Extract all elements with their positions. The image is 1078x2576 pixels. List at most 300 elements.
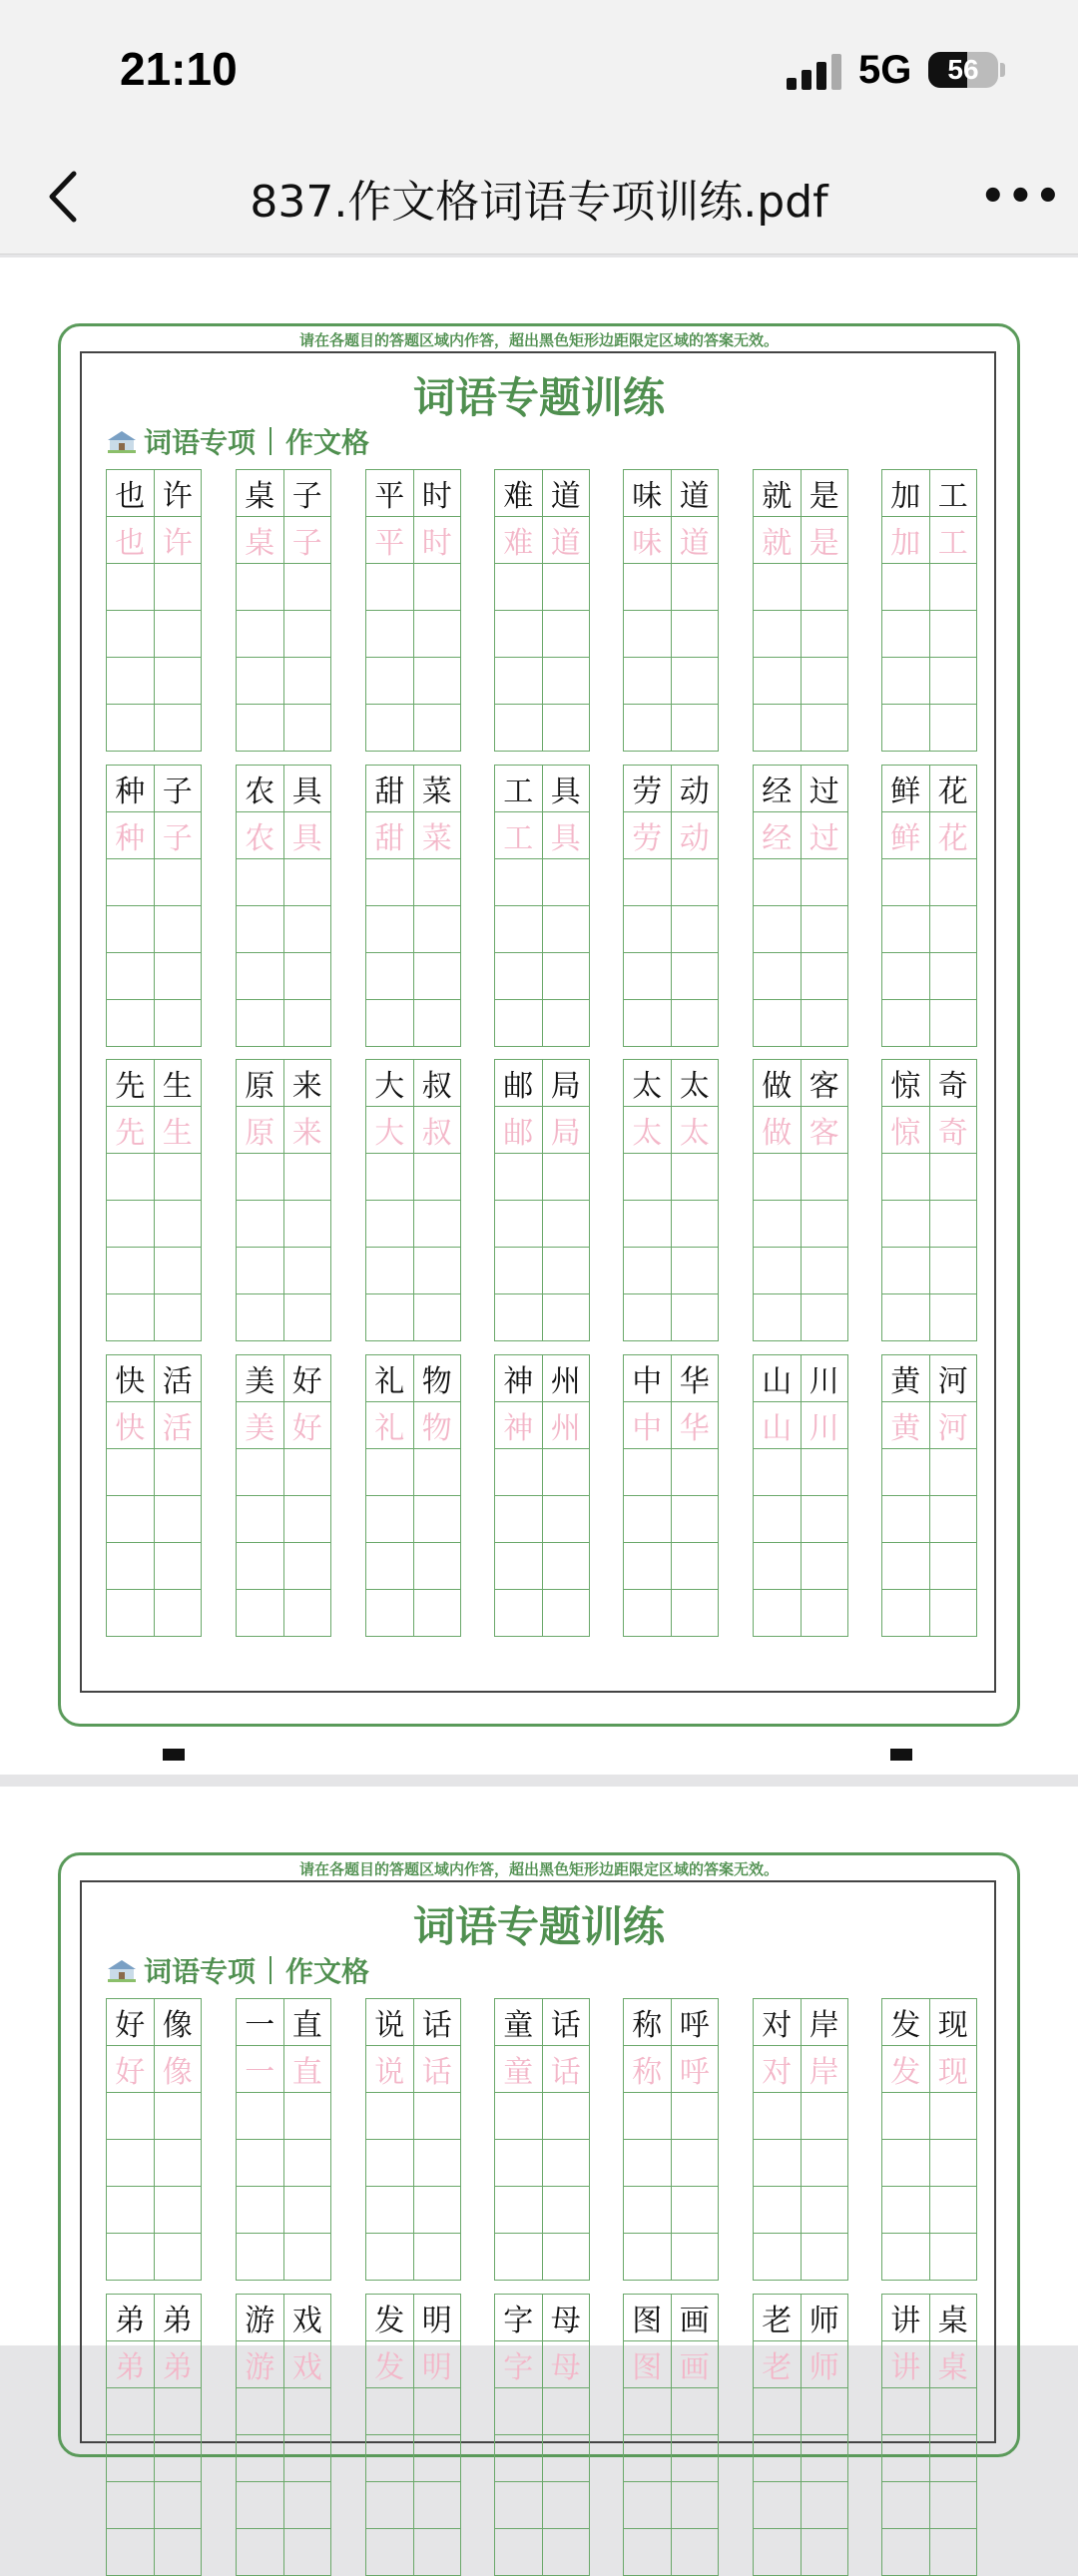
model-character: 说 [366,1999,414,2045]
trace-character: 奇 [937,1116,968,1151]
trace-character: 讲 [882,2341,930,2387]
model-character: 游 [237,2295,284,2340]
trace-character: 发 [366,2341,414,2387]
writing-cell [802,2529,848,2575]
blank-row [882,2388,976,2435]
trace-character: 叔 [421,1116,452,1151]
writing-cell [543,2234,590,2280]
writing-cell [930,1294,977,1340]
writing-cell [414,1000,461,1046]
trace-row [882,1402,976,1449]
writing-cell [882,1294,930,1340]
writing-cell [624,1294,672,1340]
model-row [366,1999,460,2046]
trace-character: 道 [679,526,710,561]
model-character: 好 [107,1999,155,2045]
writing-cell [495,859,543,905]
blank-row [882,1543,976,1590]
writing-cell [284,1496,331,1542]
writing-cell [754,2187,802,2233]
format-label: 作文格 [285,426,370,459]
trace-character: 弟 [107,2341,155,2387]
model-character: 时 [421,479,452,514]
model-character: 中 [624,1355,672,1401]
writing-cell [754,2529,802,2575]
writing-cell [155,953,202,999]
writing-cell [543,658,590,704]
chevron-left-icon [36,162,96,232]
writing-cell [284,564,331,610]
blank-row [882,2140,976,2187]
word-practice-block [753,1354,848,1637]
writing-cell [495,705,543,751]
model-character: 味 [624,470,672,516]
writing-cell [802,906,848,952]
blank-row [495,1543,589,1590]
blank-row [882,1294,976,1340]
blank-row [495,2234,589,2280]
blank-row [624,1248,718,1294]
trace-row [882,812,976,859]
writing-cell [237,2529,284,2575]
model-character: 子 [162,774,193,809]
blank-row [237,1590,330,1636]
writing-cell [155,1154,202,1200]
writing-cell [366,1000,414,1046]
trace-character: 好 [107,2046,155,2092]
model-character: 讲 [882,2295,930,2340]
model-row [366,1355,460,1402]
model-row [495,470,589,517]
writing-cell [802,2234,848,2280]
blank-row [107,1590,201,1636]
trace-row [624,2341,718,2388]
writing-cell [672,1201,719,1247]
trace-character: 邮 [495,1107,543,1153]
blank-row [366,1496,460,1543]
battery-icon [928,52,998,88]
trace-character: 好 [291,1411,322,1446]
trace-character: 桌 [937,2350,968,2385]
blank-row [624,906,718,953]
writing-cell [155,1543,202,1589]
model-character: 话 [550,2008,581,2043]
writing-cell [237,1449,284,1495]
writing-cell [495,1248,543,1293]
word-practice-block [365,469,461,752]
model-row [107,470,201,517]
model-row [882,470,976,517]
writing-cell [414,1590,461,1636]
blank-row [624,705,718,751]
word-practice-block [236,1059,331,1341]
writing-cell [754,1248,802,1293]
blank-row [107,2187,201,2234]
battery-tip [1000,63,1005,77]
blank-row [624,1154,718,1201]
word-practice-block [753,2294,848,2576]
model-character: 师 [808,2304,839,2338]
writing-cell [366,1248,414,1293]
blank-row [882,1449,976,1496]
trace-row [624,2046,718,2093]
writing-cell [107,953,155,999]
model-row [624,1060,718,1107]
blank-row [237,2234,330,2280]
model-row [882,1355,976,1402]
trace-character: 川 [808,1411,839,1446]
blank-row [754,953,847,1000]
writing-cell [882,1543,930,1589]
blank-row [237,2529,330,2575]
model-row [237,470,330,517]
model-row [754,470,847,517]
blank-row [366,2140,460,2187]
writing-cell [366,611,414,657]
writing-cell [882,705,930,751]
writing-cell [414,1294,461,1340]
writing-cell [672,1543,719,1589]
word-practice-block [494,1998,590,2281]
writing-cell [882,564,930,610]
model-character: 道 [679,479,710,514]
trace-character: 州 [550,1411,581,1446]
trace-character: 师 [808,2350,839,2385]
writing-cell [882,2234,930,2280]
sheet-subheading [108,1950,369,1990]
word-practice-block [623,1059,719,1341]
model-character: 是 [808,479,839,514]
model-character: 叔 [421,1069,452,1104]
writing-cell [672,1000,719,1046]
trace-character: 快 [107,1402,155,1448]
writing-cell [754,611,802,657]
blank-row [624,2435,718,2482]
model-character: 字 [495,2295,543,2340]
more-options-button[interactable] [980,170,1063,224]
writing-cell [624,2140,672,2186]
word-practice-block [753,1059,848,1341]
writing-cell [495,2187,543,2233]
trace-character: 美 [237,1402,284,1448]
blank-row [882,2187,976,2234]
writing-cell [754,906,802,952]
blank-row [495,1294,589,1340]
blank-row [107,1496,201,1543]
model-character: 道 [550,479,581,514]
trace-row [107,2046,201,2093]
blank-row [624,1201,718,1248]
model-character: 许 [162,479,193,514]
blank-row [366,859,460,906]
writing-cell [366,564,414,610]
model-character: 像 [162,2008,193,2043]
trace-row [495,1402,589,1449]
trace-row [107,517,201,564]
writing-cell [543,2435,590,2481]
trace-character: 过 [808,821,839,856]
trace-row [237,2046,330,2093]
model-character: 具 [550,774,581,809]
word-practice-block [236,469,331,752]
model-character: 邮 [495,1060,543,1106]
writing-cell [284,658,331,704]
model-character: 大 [366,1060,414,1106]
writing-cell [754,1590,802,1636]
pdf-page-2 [0,1787,1078,2385]
blank-row [107,953,201,1000]
blank-row [495,2187,589,2234]
word-practice-block [623,1354,719,1637]
writing-cell [284,1449,331,1495]
blank-row [624,2093,718,2140]
blank-row [882,1248,976,1294]
blank-row [107,658,201,705]
writing-cell [672,658,719,704]
writing-cell [366,906,414,952]
writing-cell [882,2529,930,2575]
model-row [882,1999,976,2046]
writing-cell [107,611,155,657]
trace-character: 老 [754,2341,802,2387]
model-character: 童 [495,1999,543,2045]
writing-cell [543,2529,590,2575]
writing-cell [930,2187,977,2233]
model-row [237,1999,330,2046]
writing-cell [237,2187,284,2233]
trace-row [366,2341,460,2388]
model-row [495,1060,589,1107]
writing-cell [155,1201,202,1247]
model-character: 太 [679,1069,710,1104]
trace-character: 先 [107,1107,155,1153]
writing-cell [930,1590,977,1636]
writing-cell [366,2234,414,2280]
writing-cell [624,1449,672,1495]
blank-row [754,2435,847,2482]
writing-cell [284,2388,331,2434]
model-character: 山 [754,1355,802,1401]
blank-row [366,658,460,705]
writing-cell [930,1154,977,1200]
blank-row [882,2093,976,2140]
model-row [237,1355,330,1402]
trace-row [237,812,330,859]
writing-cell [237,2388,284,2434]
model-character: 直 [291,2008,322,2043]
writing-cell [237,2234,284,2280]
answer-notice: 请在各题目的答题区域内作答，超出黑色矩形边距限定区域的答案无效。 [298,331,779,349]
writing-cell [802,1449,848,1495]
writing-cell [882,2388,930,2434]
trace-character: 弟 [162,2350,193,2385]
trace-row [107,812,201,859]
trace-character: 现 [937,2055,968,2090]
blank-row [237,1449,330,1496]
blank-row [107,2234,201,2280]
writing-cell [284,1000,331,1046]
word-practice-block [494,1059,590,1341]
word-practice-block [494,2294,590,2576]
writing-cell [930,2388,977,2434]
blank-row [495,1590,589,1636]
trace-character: 也 [107,517,155,563]
writing-cell [237,1248,284,1293]
blank-row [882,859,976,906]
model-character: 难 [495,470,543,516]
trace-row [495,2046,589,2093]
document-title: 837.作文格词语专项训练.pdf [250,177,828,228]
writing-cell [930,953,977,999]
blank-row [754,2482,847,2529]
blank-row [237,1543,330,1590]
blank-row [107,705,201,751]
writing-cell [754,1294,802,1340]
word-practice-block [623,1998,719,2281]
writing-cell [624,1154,672,1200]
writing-cell [672,2187,719,2233]
blank-row [754,1294,847,1340]
blank-row [495,2482,589,2529]
blank-row [882,611,976,658]
sheet-title: 词语专题训练 [412,373,665,422]
model-row [624,2295,718,2341]
model-character: 经 [754,766,802,811]
trace-character: 子 [162,821,193,856]
subheading-divider [270,427,271,455]
writing-cell [414,658,461,704]
model-character: 子 [291,479,322,514]
writing-cell [930,2435,977,2481]
writing-cell [284,2529,331,2575]
blank-row [495,2140,589,2187]
trace-row [366,1107,460,1154]
writing-cell [155,2234,202,2280]
writing-cell [107,2435,155,2481]
blank-row [237,2140,330,2187]
writing-cell [882,1154,930,1200]
writing-cell [672,611,719,657]
writing-cell [237,705,284,751]
writing-cell [543,705,590,751]
word-practice-block [106,1354,202,1637]
writing-cell [802,1543,848,1589]
model-character: 河 [937,1364,968,1399]
model-row [624,766,718,812]
model-character: 称 [624,1999,672,2045]
writing-cell [624,1000,672,1046]
writing-cell [284,1590,331,1636]
blank-row [237,658,330,705]
writing-cell [624,2435,672,2481]
writing-cell [366,1496,414,1542]
trace-character: 道 [550,526,581,561]
writing-cell [237,1496,284,1542]
blank-row [366,2435,460,2482]
model-row [107,1060,201,1107]
word-practice-block [623,2294,719,2576]
trace-character: 是 [808,526,839,561]
writing-cell [495,1543,543,1589]
writing-cell [237,953,284,999]
blank-row [237,705,330,751]
blank-row [366,2093,460,2140]
writing-cell [624,953,672,999]
model-row [882,2295,976,2341]
writing-cell [930,859,977,905]
writing-cell [107,906,155,952]
model-row [237,2295,330,2341]
pdf-page-1 [0,258,1078,1775]
trace-row [624,1107,718,1154]
model-character: 对 [754,1999,802,2045]
writing-cell [672,2388,719,2434]
writing-cell [543,1590,590,1636]
writing-cell [107,1496,155,1542]
writing-cell [624,564,672,610]
back-button[interactable] [36,162,96,232]
trace-character: 活 [162,1411,193,1446]
blank-row [366,1248,460,1294]
model-row [882,1060,976,1107]
writing-cell [237,658,284,704]
writing-cell [930,1000,977,1046]
blank-row [495,2529,589,2575]
trace-character: 华 [679,1411,710,1446]
writing-cell [672,2435,719,2481]
registration-mark-left [163,1749,185,1761]
writing-cell [414,2529,461,2575]
blank-row [366,1154,460,1201]
writing-cell [754,564,802,610]
writing-cell [366,658,414,704]
writing-cell [754,1201,802,1247]
model-character: 礼 [366,1355,414,1401]
model-character: 劳 [624,766,672,811]
word-practice-block [753,469,848,752]
word-practice-block [106,1059,202,1341]
writing-cell [414,1449,461,1495]
writing-cell [882,2187,930,2233]
blank-row [882,705,976,751]
battery-percent: 56 [947,54,979,85]
model-row [107,2295,201,2341]
word-practice-block [881,1059,977,1341]
writing-cell [107,859,155,905]
writing-cell [543,906,590,952]
blank-row [366,1294,460,1340]
writing-cell [414,859,461,905]
writing-cell [754,2140,802,2186]
writing-cell [284,2482,331,2528]
blank-row [624,2388,718,2435]
model-character: 就 [754,470,802,516]
writing-cell [107,1154,155,1200]
word-practice-block [106,2294,202,2576]
writing-cell [672,1449,719,1495]
writing-cell [495,611,543,657]
blank-row [882,906,976,953]
blank-row [366,906,460,953]
status-bar [0,0,1078,140]
writing-cell [155,658,202,704]
writing-cell [802,859,848,905]
writing-cell [237,2435,284,2481]
writing-cell [672,2093,719,2139]
trace-row [882,517,976,564]
writing-cell [672,1154,719,1200]
writing-cell [882,859,930,905]
